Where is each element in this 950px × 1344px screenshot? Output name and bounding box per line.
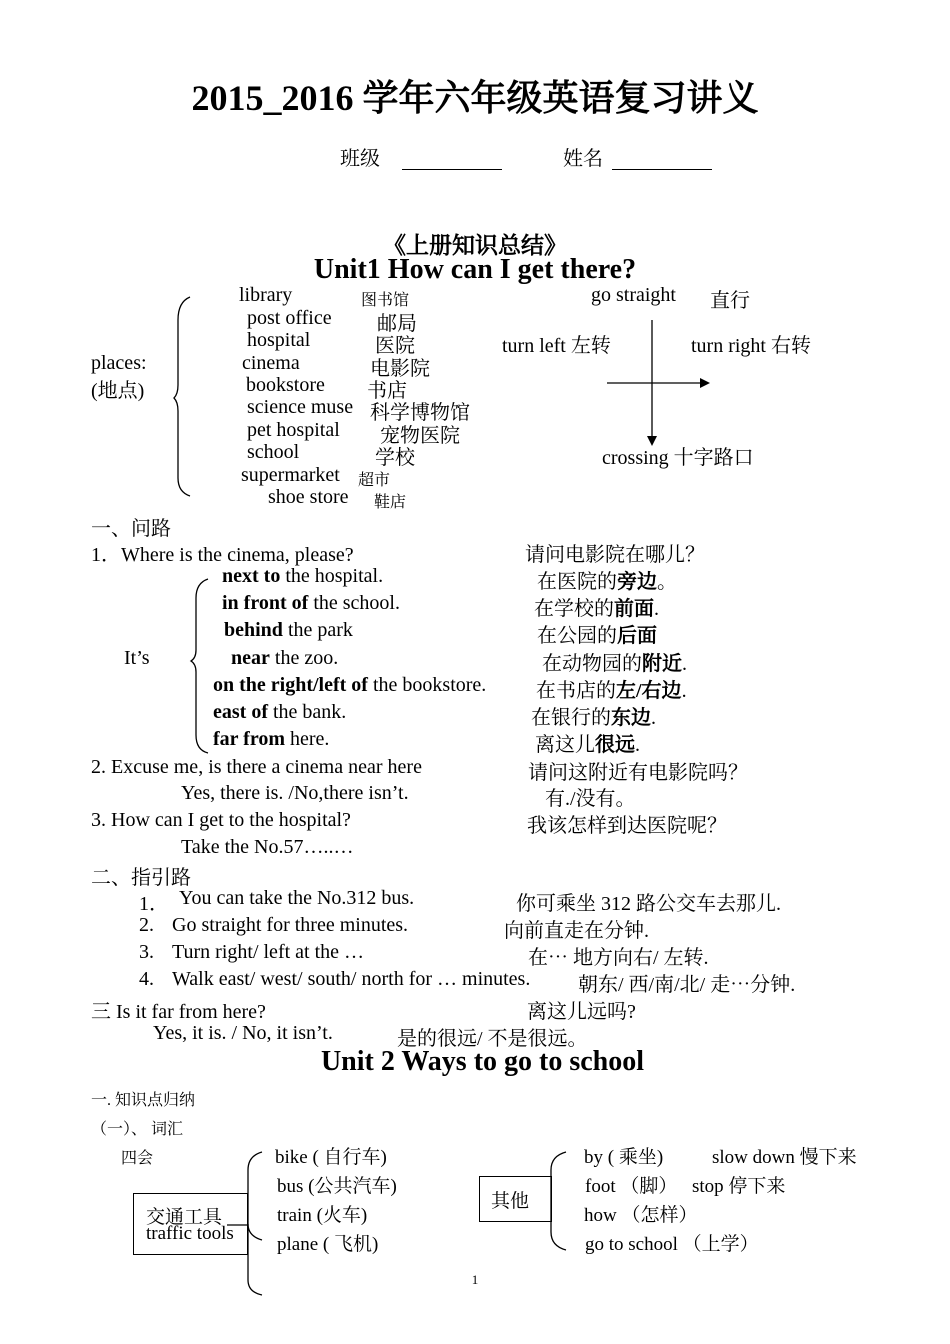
turn-left-label: turn left 左转 (502, 335, 611, 357)
place-cn: 超市 (358, 472, 391, 489)
position-phrase (213, 674, 486, 697)
crossing-label: crossing 十字路口 (602, 447, 754, 469)
guide-num: 3. (139, 941, 154, 963)
position-cn-post: . (635, 734, 640, 756)
position-cn (537, 565, 677, 594)
four-skill-label: 四会 (121, 1150, 154, 1167)
place-en: library (239, 284, 293, 306)
position-rest: the school. (308, 592, 400, 614)
place-en: hospital (247, 329, 311, 351)
question-far: 三 Is it far from here? (91, 1001, 266, 1023)
position-keyword: east of (213, 701, 268, 723)
position-keyword: far from (213, 728, 286, 750)
go-straight-label: go straight (591, 284, 676, 306)
position-cn-key: 旁边 (617, 571, 657, 593)
vehicle-item: bike ( 自行车) (275, 1147, 387, 1168)
others-item: foot （脚） (585, 1176, 678, 1197)
guide-cn: 在⋯ 地方向右/ 左转. (528, 947, 709, 969)
answer-3: Take the No.57…..… (181, 836, 354, 858)
class-label: 班级 (340, 148, 380, 170)
answer-far-cn: 是的很远/ 不是很远。 (397, 1028, 588, 1050)
position-cn-pre: 在医院的 (537, 571, 617, 593)
traffic-tools-box (133, 1193, 248, 1255)
vehicle-item: train (火车) (277, 1205, 368, 1226)
guide-num: 1． (139, 893, 169, 915)
place-en: school (247, 441, 300, 463)
others-label: 其他 (491, 1191, 530, 1212)
knowledge-summary-heading: 一. 知识点归纳 (91, 1092, 196, 1109)
place-cn: 宠物医院 (380, 425, 460, 447)
extra-item: slow down 慢下来 (712, 1147, 857, 1168)
vehicle-item: bus (公共汽车) (277, 1176, 397, 1197)
place-cn: 鞋店 (374, 494, 407, 511)
page-title: 2015_2016 学年六年级英语复习讲义 (191, 78, 759, 118)
position-cn-pre: 离这儿 (535, 734, 595, 756)
position-keyword: on the right/left of (213, 674, 368, 696)
turn-right-label: turn right 右转 (691, 335, 811, 357)
guide-cn: 向前直走在分钟. (504, 920, 649, 942)
position-phrase (231, 647, 338, 670)
place-cn: 医院 (375, 335, 415, 357)
position-keyword: in front of (222, 592, 309, 614)
place-en: post office (247, 307, 332, 329)
position-cn-key: 附近 (642, 653, 682, 675)
answer-2-cn: 有./没有。 (545, 788, 636, 810)
position-cn (535, 728, 640, 757)
section-heading: 《上册知识总结》 (383, 233, 567, 258)
question-2: 2. Excuse me, is there a cinema near here (91, 756, 422, 778)
position-cn (536, 674, 687, 703)
guide-en: Walk east/ west/ south/ north for … minutes. (172, 968, 531, 990)
guide-en: Turn right/ left at the … (172, 941, 365, 963)
position-phrase (213, 728, 329, 751)
place-cn: 书店 (367, 380, 407, 402)
unit1-title: Unit1 How can I get there? (313, 254, 637, 285)
position-cn-key: 左/右边 (616, 680, 682, 702)
position-cn-pre: 在学校的 (534, 598, 614, 620)
position-phrase (222, 592, 400, 615)
position-rest: here. (285, 728, 330, 750)
its-label: It’s (124, 647, 150, 669)
position-keyword: near (231, 647, 270, 669)
position-cn-post: . (682, 653, 687, 675)
question-far-cn: 离这儿远吗? (527, 1001, 636, 1023)
guide-en: Go straight for three minutes. (172, 914, 409, 936)
guide-cn: 朝东/ 西/南/北/ 走⋯分钟. (578, 974, 796, 996)
position-cn (537, 619, 657, 648)
position-cn-post: . (651, 707, 656, 729)
position-rest: the park (282, 619, 353, 641)
places-label: places: (91, 352, 147, 374)
question-3: 3. How can I get to the hospital? (91, 809, 351, 831)
position-cn-key: 后面 (617, 625, 657, 647)
position-cn-key: 前面 (614, 598, 654, 620)
name-label: 姓名 (563, 148, 603, 170)
guide-en: You can take the No.312 bus. (179, 887, 415, 909)
position-rest: the zoo. (269, 647, 339, 669)
others-item: go to school （上学） (585, 1234, 759, 1255)
others-item: by ( 乘坐) (584, 1147, 664, 1168)
traffic-tools-en: traffic tools (146, 1223, 234, 1244)
position-cn-pre: 在书店的 (536, 680, 616, 702)
position-rest: the bookstore. (367, 674, 487, 696)
place-cn: 图书馆 (361, 292, 410, 309)
position-phrase (222, 565, 383, 588)
place-cn: 科学博物馆 (370, 402, 470, 424)
guide-num: 2. (139, 914, 154, 936)
place-cn: 学校 (375, 447, 415, 469)
position-cn-post: . (654, 598, 659, 620)
position-cn (534, 592, 659, 621)
answer-2: Yes, there is. /No,there isn’t. (181, 782, 409, 804)
position-cn-pre: 在动物园的 (542, 653, 642, 675)
answer-far: Yes, it is. / No, it isn’t. (153, 1022, 333, 1044)
place-cn: 邮局 (377, 313, 417, 335)
place-en: cinema (242, 352, 300, 374)
position-cn-pre: 在公园的 (537, 625, 617, 647)
position-phrase (224, 619, 353, 642)
question-2-cn: 请问这附近有电影院吗？ (528, 762, 748, 784)
question-3-cn: 我该怎样到达医院呢？ (527, 815, 727, 837)
place-en: science muse (247, 396, 354, 418)
others-box (479, 1176, 552, 1222)
place-en: pet hospital (247, 419, 340, 441)
position-cn-key: 很远 (595, 734, 635, 756)
guide-cn: 你可乘坐 312 路公交车去那儿. (516, 893, 781, 915)
go-straight-cn: 直行 (710, 290, 750, 312)
position-keyword: next to (222, 565, 281, 587)
section-heading-ask-way: 一、问路 (91, 518, 171, 540)
place-cn: 电影院 (370, 358, 430, 380)
position-cn (542, 647, 687, 676)
extra-item: stop 停下来 (692, 1176, 786, 1197)
position-phrase (213, 701, 346, 724)
position-cn-post: . (681, 680, 687, 702)
question-1: 1．Where is the cinema, please? (91, 544, 354, 566)
vocabulary-heading: （一）、 词汇 (91, 1121, 184, 1138)
section-heading-give-directions: 二、指引路 (91, 867, 191, 889)
traffic-tools-cn: 交通工具 (146, 1207, 223, 1228)
page-number: 1 (471, 1272, 479, 1287)
guide-num: 4. (139, 968, 154, 990)
position-cn-key: 东边 (611, 707, 651, 729)
position-cn-post: 。 (657, 571, 677, 593)
place-en: supermarket (241, 464, 340, 486)
unit2-title: Unit 2 Ways to go to school (320, 1046, 645, 1077)
place-en: bookstore (246, 374, 325, 396)
position-cn (531, 701, 656, 730)
place-en: shoe store (268, 486, 349, 508)
position-rest: the bank. (267, 701, 347, 723)
position-cn-pre: 在银行的 (531, 707, 611, 729)
position-rest: the hospital. (280, 565, 384, 587)
question-1-cn: 请问电影院在哪儿？ (525, 544, 705, 566)
vehicle-item: plane ( 飞机) (277, 1234, 379, 1255)
places-label-cn: (地点) (91, 380, 145, 402)
position-keyword: behind (224, 619, 283, 641)
others-item: how （怎样） (584, 1205, 698, 1226)
